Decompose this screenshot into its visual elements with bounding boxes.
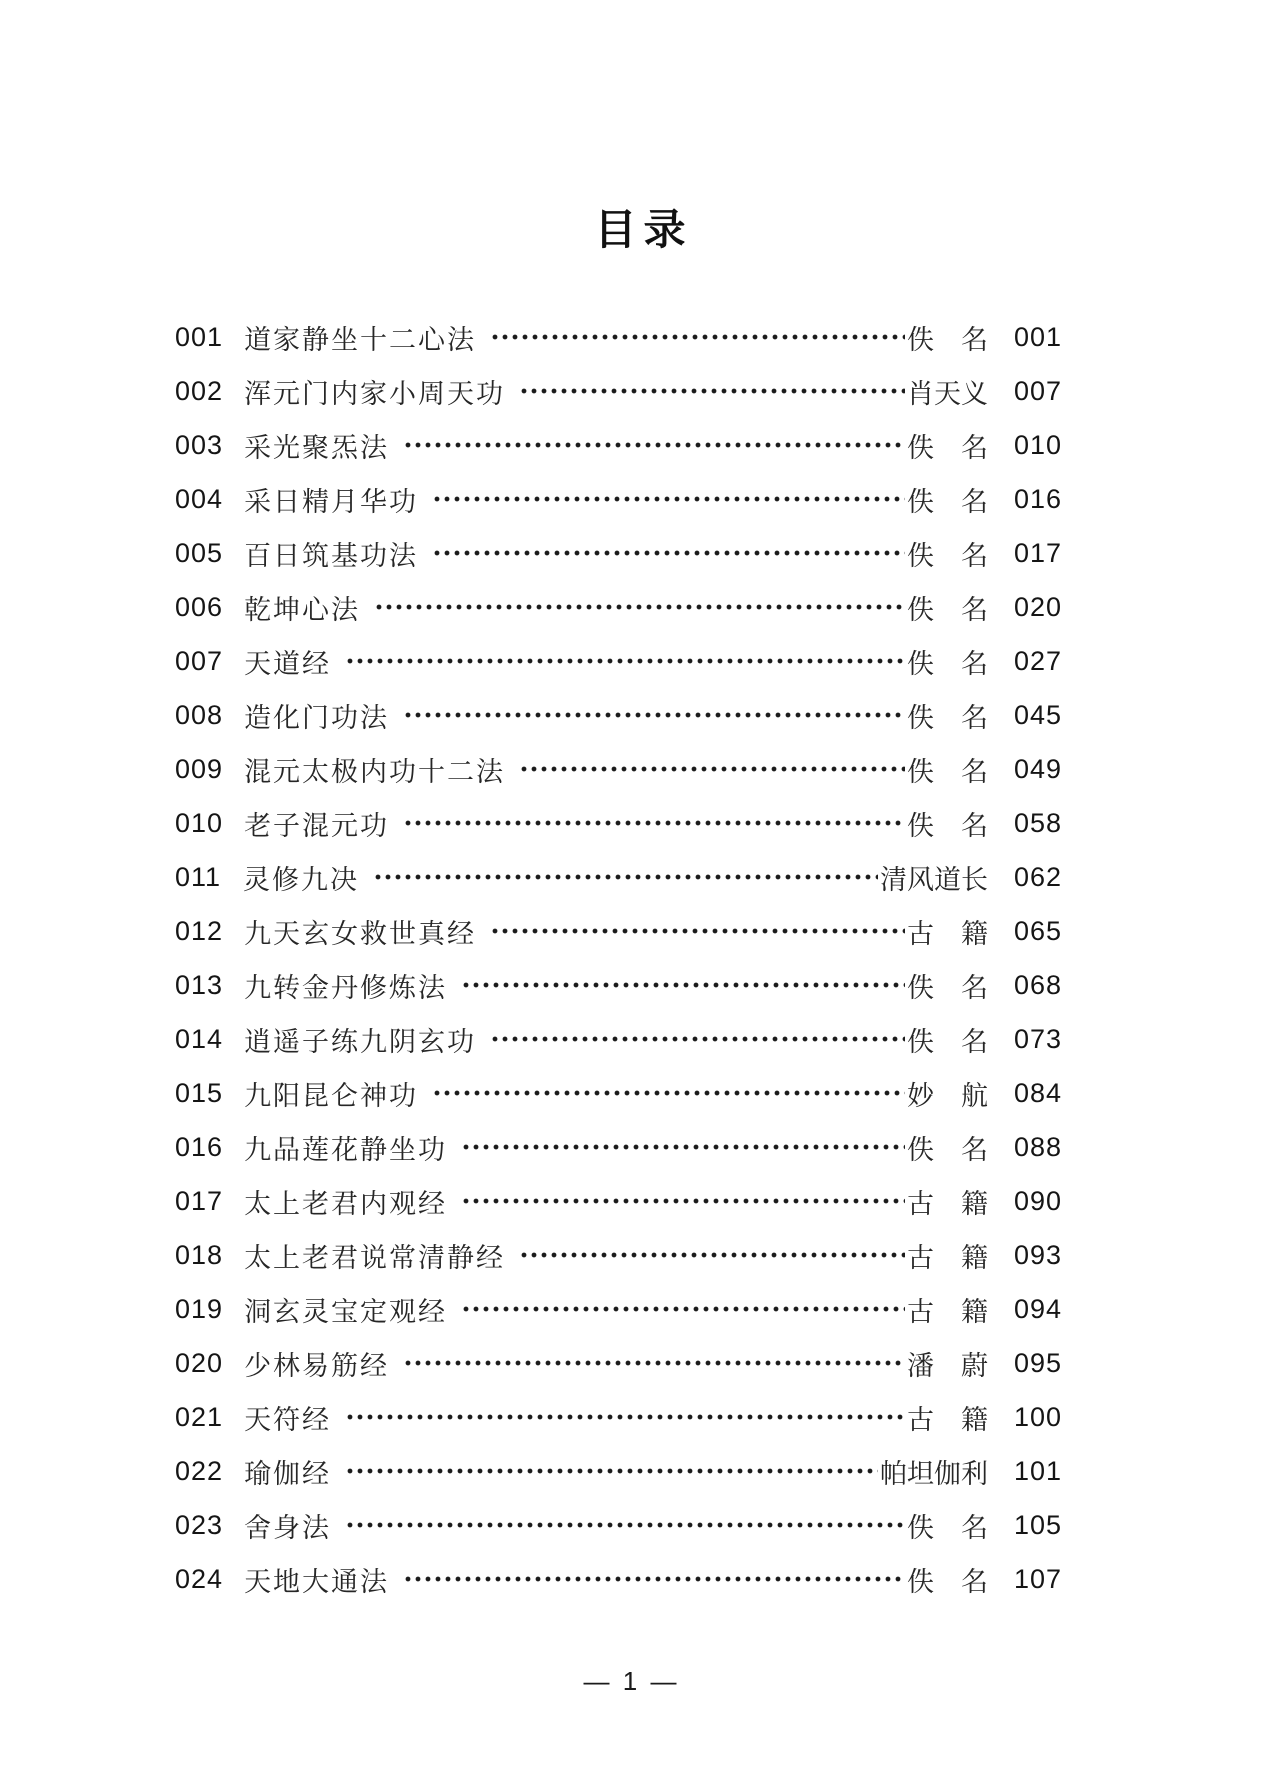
entry-number: 001 — [175, 321, 224, 352]
entry-title: 天符经 — [244, 1404, 332, 1435]
entry-author: 佚 名 — [907, 486, 988, 517]
toc-entry-row — [175, 418, 1062, 472]
entry-page-number: 017 — [1013, 537, 1062, 568]
entry-number: 020 — [175, 1347, 224, 1378]
toc-entry-row — [175, 1228, 1062, 1282]
entry-number: 018 — [175, 1239, 224, 1270]
entry-author: 佚 名 — [907, 702, 988, 733]
entry-title: 百日筑基功法 — [244, 540, 419, 571]
toc-entry-row — [175, 1552, 1062, 1606]
entry-page-number: 062 — [1013, 861, 1062, 892]
entry-page-number: 095 — [1013, 1347, 1062, 1378]
dot-leader — [519, 364, 905, 418]
dot-leader — [519, 742, 905, 796]
entry-page-number: 084 — [1013, 1077, 1062, 1108]
entry-title: 舍身法 — [244, 1512, 332, 1543]
entry-author: 佚 名 — [907, 756, 988, 787]
entry-page-number: 016 — [1013, 483, 1062, 514]
entry-page-number: 107 — [1013, 1563, 1062, 1594]
entry-title: 九阳昆仑神功 — [244, 1080, 419, 1111]
entry-number: 019 — [175, 1293, 224, 1324]
dot-leader — [345, 634, 905, 688]
entry-title: 道家静坐十二心法 — [244, 324, 477, 355]
entry-title: 九品莲花静坐功 — [244, 1134, 448, 1165]
entry-author: 佚 名 — [907, 1566, 988, 1597]
dot-leader — [432, 472, 905, 526]
entry-number: 006 — [175, 591, 224, 622]
entry-number: 011 — [175, 861, 222, 892]
entry-title: 九转金丹修炼法 — [244, 972, 448, 1003]
entry-page-number: 065 — [1013, 915, 1062, 946]
toc-list — [175, 310, 1062, 1606]
entry-number: 016 — [175, 1131, 224, 1162]
dot-leader — [519, 1228, 905, 1282]
entry-page-number: 045 — [1013, 699, 1062, 730]
entry-title: 少林易筋经 — [244, 1350, 390, 1381]
dot-leader — [403, 1336, 905, 1390]
dot-leader — [345, 1498, 905, 1552]
toc-entry-row — [175, 1282, 1062, 1336]
dot-leader — [403, 688, 905, 742]
entry-author: 佚 名 — [907, 1512, 988, 1543]
entry-author: 古 籍 — [907, 1296, 988, 1327]
toc-entry-row — [175, 1444, 1062, 1498]
toc-entry-row — [175, 1012, 1062, 1066]
dot-leader — [403, 1552, 905, 1606]
entry-title: 灵修九决 — [243, 864, 359, 895]
entry-title: 瑜伽经 — [244, 1458, 332, 1489]
toc-entry-row — [175, 364, 1062, 418]
toc-entry-row — [175, 1498, 1062, 1552]
dot-leader — [373, 850, 878, 904]
dot-leader — [345, 1444, 878, 1498]
entry-page-number: 058 — [1013, 807, 1062, 838]
dot-leader — [403, 418, 905, 472]
entry-author: 帕坦伽利 — [880, 1458, 988, 1489]
entry-author: 妙 航 — [907, 1080, 988, 1111]
entry-title: 九天玄女救世真经 — [244, 918, 477, 949]
entry-title: 天地大通法 — [244, 1566, 390, 1597]
entry-author: 古 籍 — [907, 918, 988, 949]
entry-number: 017 — [175, 1185, 224, 1216]
entry-author: 古 籍 — [907, 1404, 988, 1435]
toc-entry-row — [175, 1120, 1062, 1174]
entry-title: 浑元门内家小周天功 — [244, 378, 506, 409]
entry-page-number: 027 — [1013, 645, 1062, 676]
entry-number: 004 — [175, 483, 224, 514]
dot-leader — [432, 1066, 905, 1120]
entry-number: 015 — [175, 1077, 224, 1108]
entry-author: 佚 名 — [907, 972, 988, 1003]
entry-page-number: 105 — [1013, 1509, 1062, 1540]
entry-page-number: 001 — [1013, 321, 1062, 352]
entry-title: 太上老君内观经 — [244, 1188, 448, 1219]
dot-leader — [490, 904, 905, 958]
toc-entry-row — [175, 310, 1062, 364]
entry-page-number: 073 — [1013, 1023, 1062, 1054]
dot-leader — [345, 1390, 905, 1444]
toc-entry-row — [175, 1066, 1062, 1120]
toc-entry-row — [175, 526, 1062, 580]
page-number-footer: — 1 — — [583, 1666, 680, 1696]
entry-number: 012 — [175, 915, 224, 946]
entry-number: 005 — [175, 537, 224, 568]
entry-author: 清风道长 — [880, 864, 988, 895]
entry-title: 造化门功法 — [244, 702, 390, 733]
entry-author: 佚 名 — [907, 648, 988, 679]
dot-leader — [403, 796, 905, 850]
dot-leader — [461, 1174, 905, 1228]
entry-number: 021 — [175, 1401, 224, 1432]
entry-number: 014 — [175, 1023, 224, 1054]
toc-entry-row — [175, 688, 1062, 742]
entry-title: 乾坤心法 — [244, 594, 361, 625]
toc-entry-row — [175, 796, 1062, 850]
entry-author: 佚 名 — [907, 432, 988, 463]
dot-leader — [374, 580, 905, 634]
entry-number: 023 — [175, 1509, 224, 1540]
toc-entry-row — [175, 958, 1062, 1012]
dot-leader — [490, 1012, 905, 1066]
dot-leader — [461, 1282, 905, 1336]
entry-title: 混元太极内功十二法 — [244, 756, 506, 787]
entry-page-number: 020 — [1013, 591, 1062, 622]
entry-title: 太上老君说常清静经 — [244, 1242, 506, 1273]
entry-author: 佚 名 — [907, 810, 988, 841]
toc-entry-row — [175, 904, 1062, 958]
entry-title: 老子混元功 — [244, 810, 390, 841]
entry-page-number: 010 — [1013, 429, 1062, 460]
entry-page-number: 090 — [1013, 1185, 1062, 1216]
entry-title: 采光聚炁法 — [244, 432, 390, 463]
entry-title: 天道经 — [244, 648, 332, 679]
entry-author: 佚 名 — [907, 1026, 988, 1057]
entry-page-number: 049 — [1013, 753, 1062, 784]
entry-page-number: 093 — [1013, 1239, 1062, 1270]
entry-author: 佚 名 — [907, 324, 988, 355]
entry-author: 古 籍 — [907, 1242, 988, 1273]
entry-page-number: 007 — [1013, 375, 1062, 406]
dot-leader — [461, 958, 905, 1012]
entry-number: 013 — [175, 969, 224, 1000]
toc-entry-row — [175, 742, 1062, 796]
entry-page-number: 088 — [1013, 1131, 1062, 1162]
toc-entry-row — [175, 1174, 1062, 1228]
entry-number: 007 — [175, 645, 224, 676]
toc-entry-row — [175, 472, 1062, 526]
entry-page-number: 068 — [1013, 969, 1062, 1000]
entry-author: 肖天义 — [907, 378, 988, 409]
entry-author: 佚 名 — [907, 540, 988, 571]
entry-number: 024 — [175, 1563, 224, 1594]
entry-number: 010 — [175, 807, 224, 838]
dot-leader — [432, 526, 905, 580]
toc-entry-row — [175, 1390, 1062, 1444]
entry-number: 003 — [175, 429, 224, 460]
page-title: 目录 — [594, 208, 693, 254]
entry-number: 009 — [175, 753, 224, 784]
toc-entry-row — [175, 1336, 1062, 1390]
entry-author: 古 籍 — [907, 1188, 988, 1219]
entry-page-number: 094 — [1013, 1293, 1062, 1324]
dot-leader — [490, 310, 905, 364]
entry-author: 佚 名 — [907, 594, 988, 625]
entry-number: 002 — [175, 375, 224, 406]
entry-title: 逍遥子练九阴玄功 — [244, 1026, 477, 1057]
entry-title: 采日精月华功 — [244, 486, 419, 517]
toc-entry-row — [175, 850, 1062, 904]
entry-author: 潘 蔚 — [907, 1350, 988, 1381]
entry-page-number: 100 — [1013, 1401, 1062, 1432]
entry-page-number: 101 — [1013, 1455, 1062, 1486]
entry-author: 佚 名 — [907, 1134, 988, 1165]
toc-entry-row — [175, 634, 1062, 688]
entry-number: 022 — [175, 1455, 224, 1486]
entry-number: 008 — [175, 699, 224, 730]
toc-entry-row — [175, 580, 1062, 634]
dot-leader — [461, 1120, 905, 1174]
entry-title: 洞玄灵宝定观经 — [244, 1296, 448, 1327]
